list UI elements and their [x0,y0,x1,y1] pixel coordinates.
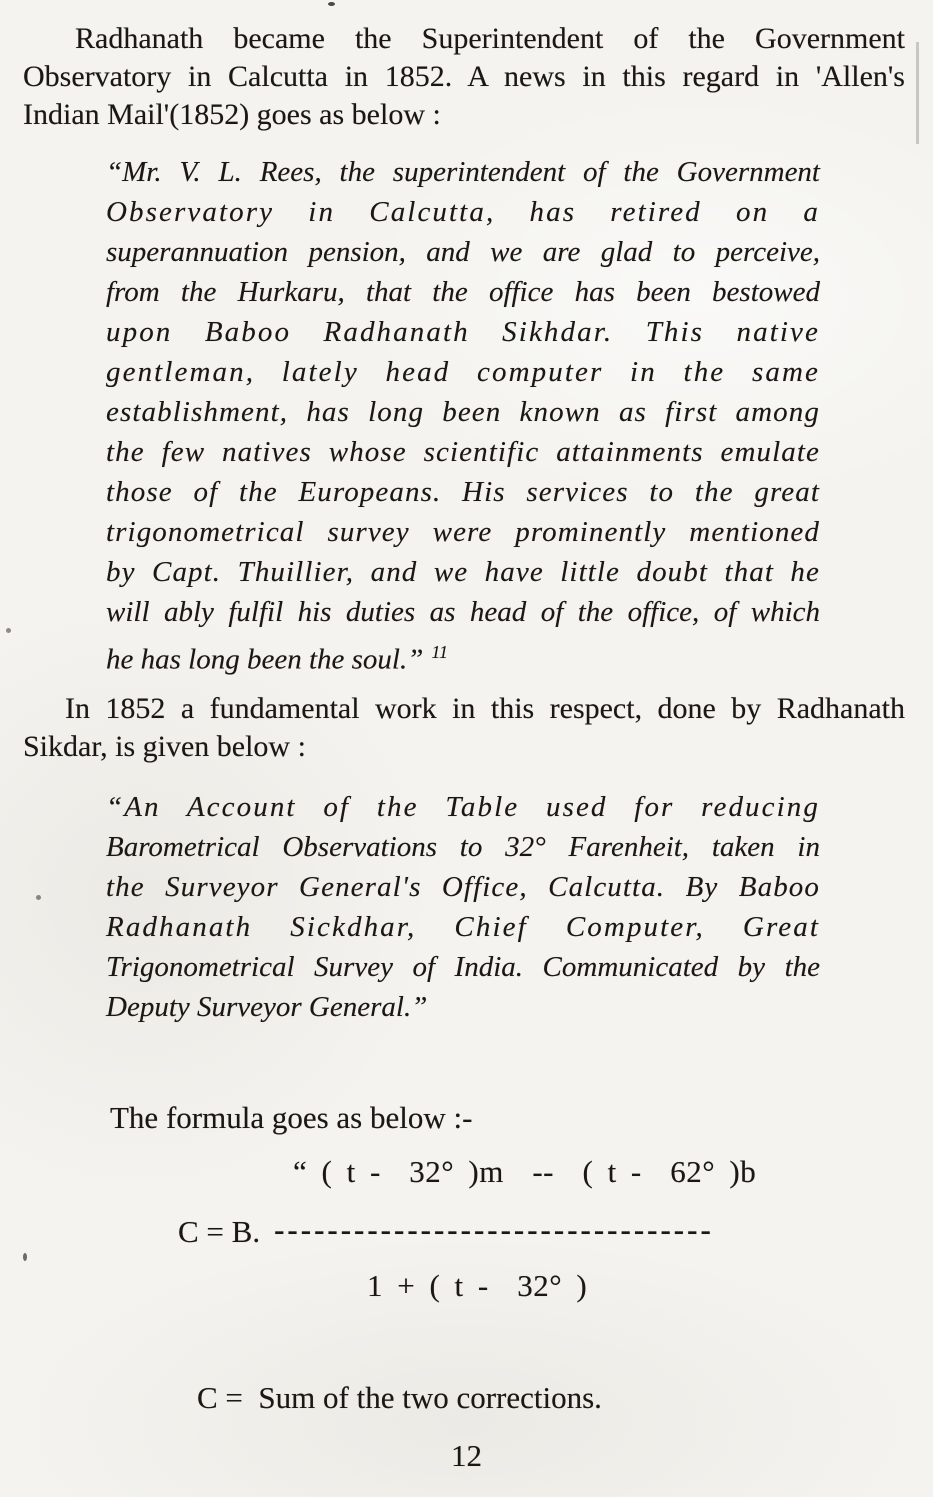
paragraph-line: Sikdar, is given below : [23,730,306,763]
quote-last-line [106,632,820,680]
scan-edge-mark [916,42,919,144]
blockquote-allens-mail [106,152,820,680]
quote-line: the few natives whose scientific attainments emulate [106,436,820,468]
quote-last-line-text: he has long been the soul.” [106,643,424,676]
quote-line: “Mr. V. L. Rees, the superintendent of the Government [106,156,820,188]
quote-line: establishment, has long been known as first among [106,396,820,428]
quote-line: Radhanath Sickdhar, Chief Computer, Great [106,911,820,943]
quote-line: from the Hurkaru, that the office has been bestowed [106,276,820,308]
quote-line: superannuation pension, and we are glad to perceive, [106,236,820,268]
quote-last-line: Deputy Surveyor General.” [106,991,428,1023]
scan-speck [328,2,335,6]
quote-line: upon Baboo Radhanath Sikhdar. This native [106,316,820,348]
formula-result: C = Sum of the two corrections. [197,1380,602,1415]
formula-lhs-row [178,1212,714,1252]
fraction-bar: --------------------------------- [274,1212,714,1247]
quote-line: Trigonometrical Survey of India. Communicated by the [106,951,820,983]
page-number: 12 [451,1438,482,1473]
formula-numerator: “ ( t - 32° )m -- ( t - 62° )b [293,1154,757,1189]
scan-speck [23,1253,27,1261]
paragraph-line: Observatory in Calcutta in 1852. A news in this regard in 'Allen's [23,60,905,93]
quote-line: “An Account of the Table used for reducing [106,791,820,823]
quote-line: by Capt. Thuillier, and we have little doubt that he [106,556,820,588]
quote-line: will ably fulfil his duties as head of the office, of which [106,596,820,628]
quote-line: Barometrical Observations to 32° Farenheit, taken in [106,831,820,863]
quote-line: trigonometrical survey were prominently mentioned [106,516,820,548]
quote-line: gentleman, lately head computer in the same [106,356,820,388]
paragraph-line: In 1852 a fundamental work in this respect, done by Radhanath [65,692,905,725]
quote-line: those of the Europeans. His services to the great [106,476,820,508]
quote-line: the Surveyor General's Office, Calcutta. By Baboo [106,871,820,903]
paragraph-line: Radhanath became the Superintendent of the Government [75,22,905,55]
formula-denominator: 1 + ( t - 32° ) [367,1268,588,1303]
quote-line: Observatory in Calcutta, has retired on a [106,196,820,228]
paragraph-line: Indian Mail'(1852) goes as below : [23,98,441,131]
paragraph-opening [23,20,905,134]
scan-speck [36,895,41,900]
paragraph-1852-work [23,690,905,766]
formula-intro: The formula goes as below :- [110,1100,473,1135]
blockquote-account-table [106,787,820,1027]
formula-lhs: C = B. [178,1214,261,1249]
scan-speck [6,628,11,633]
footnote-reference: 11 [431,642,448,662]
